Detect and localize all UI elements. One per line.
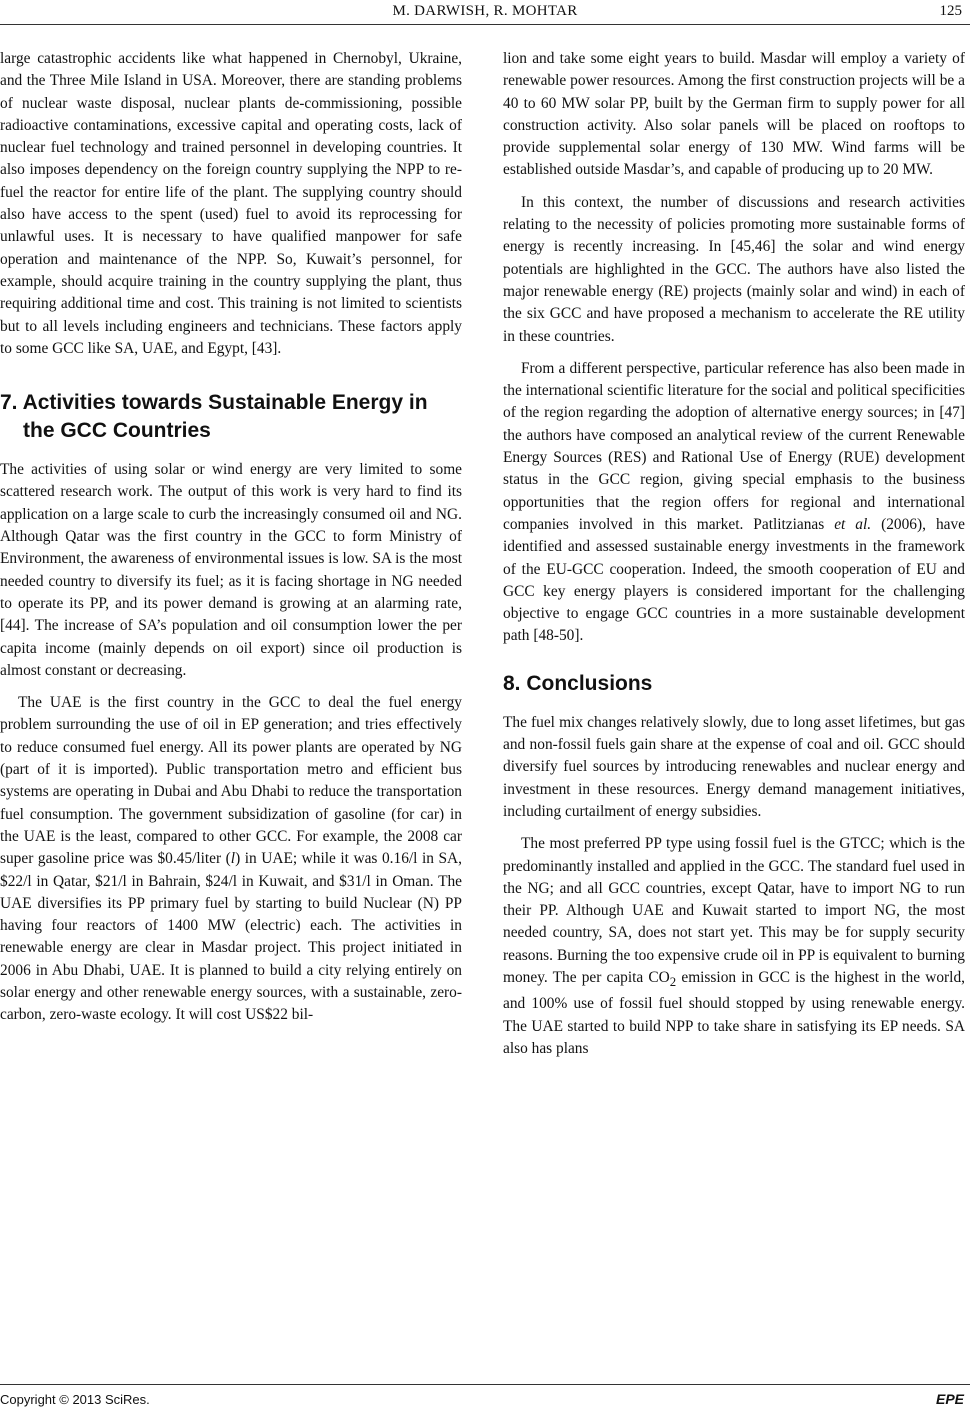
paragraph-gcc-activities: The activities of using solar or wind energy are very limited to some scattered research work. The output of this work is very hard to find its application on a large scale to curb the increasingly consumed oil and NG. Although Qatar was the first country in the GCC to form Ministry of Environment, the awareness of environmental issues is low. SA is the most needed country to diversify its fuel; as it is facing shortage in NG needed to operate its PP, and its power demand is growing at an alarming rate, [44]. The increase of SA’s population and oil consumption lower the per capita income (mainly depends on oil export) since oil production is almost constant or decreasing. (0, 461, 462, 679)
page-header (0, 0, 970, 25)
text-run: (2006), have identified and assessed sustainable energy investments in the framework of the EU-GCC cooperation. Indeed, the smooth cooperation of EU and GCC key energy players is considered important for the challenging objective to engage GCC countries in a more sustainable development path [48-50]. (503, 515, 965, 645)
paragraph-fuel-mix: The fuel mix changes relatively slowly, due to long asset lifetimes, but gas and non-fossil fuels gain share at the expense of coal and oil. GCC should diversify fuel sources by introducing renewables and nuclear energy and investment in these resources. Energy demand management initiatives, including curtailment of energy subsidies. (503, 713, 965, 820)
running-head-authors: M. DARWISH, R. MOHTAR (392, 3, 578, 19)
paragraph-nuclear-risks: large catastrophic accidents like what happened in Chernobyl, Ukraine, and the Three Mile Island in USA. Moreover, there are standing problems of nuclear waste disposal, nuclear plants de-commissioning, possible radioactive contaminations, excessive capital and operating costs, lack of nuclear fuel technology and trained personnel in developing countries. It also imposes dependency on the foreign country supplying the NPP to re-fuel the reactor for entire life of the plant. The supplying country should also have access to the spent (used) fuel to avoid its reprocessing for unlawful uses. It is necessary to have qualified manpower for safe operation and maintenance of the NPP. So, Kuwait’s personnel, for example, should acquire training in the country supplying the plant, thus requiring additional time and cost. This training is not limited to scientists but to all levels including engineers and technicians. These factors apply to some GCC like SA, UAE, and Egypt, [43]. (0, 50, 462, 357)
paragraph-masdar: lion and take some eight years to build. Masdar will employ a variety of renewable power resources. Among the first construction projects will be a 40 to 60 MW solar PP, built by the German firm to supply power for all construction activity. Also solar panels will be placed on rooftops to provide supplemental solar energy of 130 MW. Wind farms will be established outside Masdar’s, and capable of producing up to 20 MW. (503, 50, 965, 179)
text-run: The UAE is the first country in the GCC to deal the fuel energy problem surrounding the use of oil in EP generation; and tries effectively to reduce consumed fuel energy. All its power plants are operated by NG (part of it is imported). Public transportation metro and efficient bus systems are operating in Dubai and Abu Dhabi to reduce the transportation fuel consumption. The government subsidization of gasoline (for car) in the UAE is the least, compared to other GCC. For example, the 2008 car super gasoline price was $0.45/liter ( (0, 694, 462, 868)
paragraph-policy-context: In this context, the number of discussions and research activities relating to the necessity of policies promoting more sustainable forms of energy is recently increasing. In [45,46] the solar and wind energy potentials are highlighted in the GCC. The authors have also listed the major renewable energy (RE) projects (mainly solar and wind) in each of the six GCC and have proposed a mechanism to accelerate the RE utility in these countries. (503, 193, 965, 345)
section-8-heading: 8. Conclusions (503, 671, 653, 695)
paragraph-perspective (503, 358, 965, 648)
text-run: ) in UAE; while it was 0.16/l in SA, $22/l in Qatar, $21/l in Bahrain, $24/l in Kuwait, and $31/l in Oman. The UAE diversifies its PP primary fuel by starting to build Nuclear (N) PP having four reactors of 1400 MW (electric) each. The activities in renewable energy are clear in Masdar project. This project initiated in 2006 in Abu Dhabi, UAE. It is planned to build a city relying entirely on solar energy and other renewable energy sources, with a sustainable, zero-carbon, zero-waste ecology. It will cost US$22 bil- (0, 850, 462, 1024)
co2-subscript: 2 (669, 975, 677, 990)
copyright-notice: Copyright © 2013 SciRes. (0, 1392, 150, 1407)
section-7-heading: 7. Activities towards Sustainable Energy in the GCC Countries (0, 391, 428, 443)
page-footer (0, 1384, 970, 1415)
paragraph-uae (0, 692, 462, 1026)
right-column (503, 48, 965, 1060)
paragraph-gtcc (503, 833, 965, 1060)
et-al: et al. (834, 515, 872, 533)
text-run: From a different perspective, particular reference has also been made in the international scientific literature for the social and political specificities of the region regarding the adoption of alternative energy sources; in [47] the authors have composed an analytical review of the current Renewable Energy Sources (RES) and Rational Use of Energy (RUE) development status in the GCC region, giving special emphasis to the business opportunities that the region offers for regional and international companies involved in this market. Patlitzianas (503, 359, 965, 533)
page-number: 125 (939, 3, 962, 19)
text-run: The most preferred PP type using fossil fuel is the GTCC; which is the predominantly installed and applied in the GCC. The standard fuel used in the NG; and all GCC countries, except Qatar, have to import NG to run their PP. Although UAE and Kuwait started to import NG, the most needed country, SA, does not start yet. This may be for supply security reasons. Burning the too expensive crude oil in PP is equivalent to burning money. The per capita CO (503, 835, 965, 986)
left-column (0, 48, 462, 1027)
journal-abbrev: EPE (935, 1391, 964, 1407)
liter-symbol: l (230, 850, 236, 868)
text-run: emission in GCC is the highest in the world, and 100% use of fossil fuel should stopped by using renewable energy. The UAE started to build NPP to take share in satisfying its EP needs. SA also has plans (503, 968, 965, 1057)
